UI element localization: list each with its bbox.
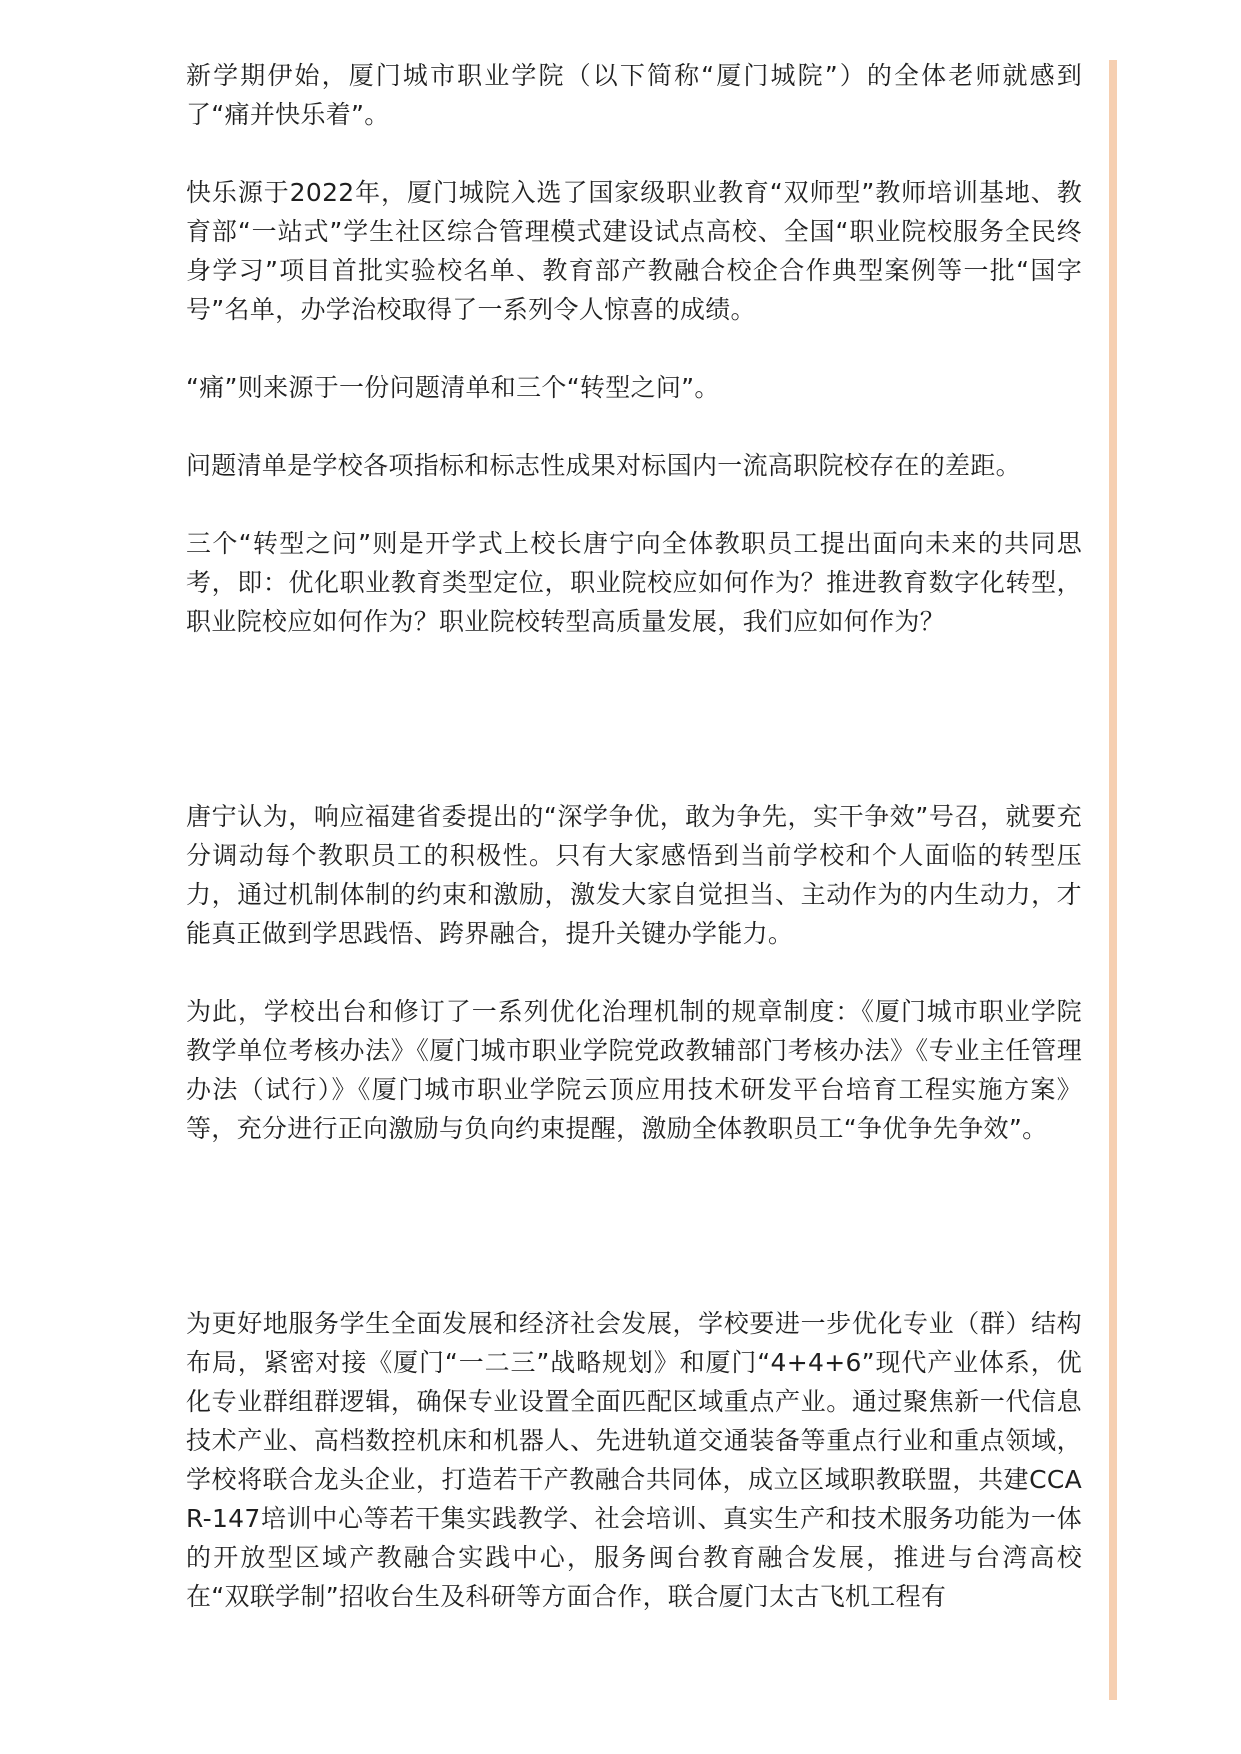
spacer: [186, 134, 1082, 173]
accent-vertical-rule: [1109, 60, 1117, 1700]
paragraph-pain-source: “痛”则来源于一份问题清单和三个“转型之问”。: [186, 373, 720, 402]
paragraph-problem-list: 问题清单是学校各项指标和标志性成果对标国内一流高职院校存在的差距。: [186, 451, 1021, 480]
paragraph-regulations: 为此，学校出台和修订了一系列优化治理机制的规章制度：《厦门城市职业学院教学单位考核办法》《厦门城市职业学院党政教辅部门考核办法》《专业主任管理办法（试行）》《厦门城市职业学院云顶应用技术研发平台培育工程实施方案》等，充分进行正向激励与负向约束提醒，激励全体教职员工“争优争先争效”。: [186, 997, 1082, 1143]
paragraph-three-questions: 三个“转型之问”则是开学式上校长唐宁向全体教职员工提出面向未来的共同思考，即：优化职业教育类型定位，职业院校应如何作为？推进教育数字化转型，职业院校应如何作为？职业院校转型高质量发展，我们应如何作为？: [186, 529, 1082, 636]
paragraph-intro: 新学期伊始，厦门城市职业学院（以下简称“厦门城院”）的全体老师就感到了“痛并快乐着”。: [186, 61, 1082, 129]
spacer: [186, 485, 1082, 524]
spacer: [186, 407, 1082, 446]
paragraph-tangning-view: 唐宁认为，响应福建省委提出的“深学争优，敢为争先，实干争效”号召，就要充分调动每个教职员工的积极性。只有大家感悟到当前学校和个人面临的转型压力，通过机制体制的约束和激励，激发大家自觉担当、主动作为的内生动力，才能真正做到学思践悟、跨界融合，提升关键办学能力。: [186, 802, 1082, 948]
paragraph-specialty-layout: 为更好地服务学生全面发展和经济社会发展，学校要进一步优化专业（群）结构布局，紧密对接《厦门“一二三”战略规划》和厦门“4+4+6”现代产业体系，优化专业群组群逻辑，确保专业设置全面匹配区域重点产业。通过聚焦新一代信息技术产业、高档数控机床和机器人、先进轨道交通装备等重点行业和重点领域，学校将联合龙头企业，打造若干产教融合共同体，成立区域职教联盟，共建CCAR-147培训中心等若干集实践教学、社会培训、真实生产和技术服务功能为一体的开放型区域产教融合实践中心，服务闽台教育融合发展，推进与台湾高校在“双联学制”招收台生及科研等方面合作，联合厦门太古飞机工程有: [186, 1309, 1082, 1611]
article-body: [186, 56, 1082, 1616]
paragraph-achievements: 快乐源于2022年，厦门城院入选了国家级职业教育“双师型”教师培训基地、教育部“一站式”学生社区综合管理模式建设试点高校、全国“职业院校服务全民终身学习”项目首批实验校名单、教育部产教融合校企合作典型案例等一批“国字号”名单，办学治校取得了一系列令人惊喜的成绩。: [186, 178, 1082, 324]
spacer-large: [186, 641, 1082, 797]
spacer: [186, 329, 1082, 368]
spacer: [186, 953, 1082, 992]
spacer-large: [186, 1148, 1082, 1304]
